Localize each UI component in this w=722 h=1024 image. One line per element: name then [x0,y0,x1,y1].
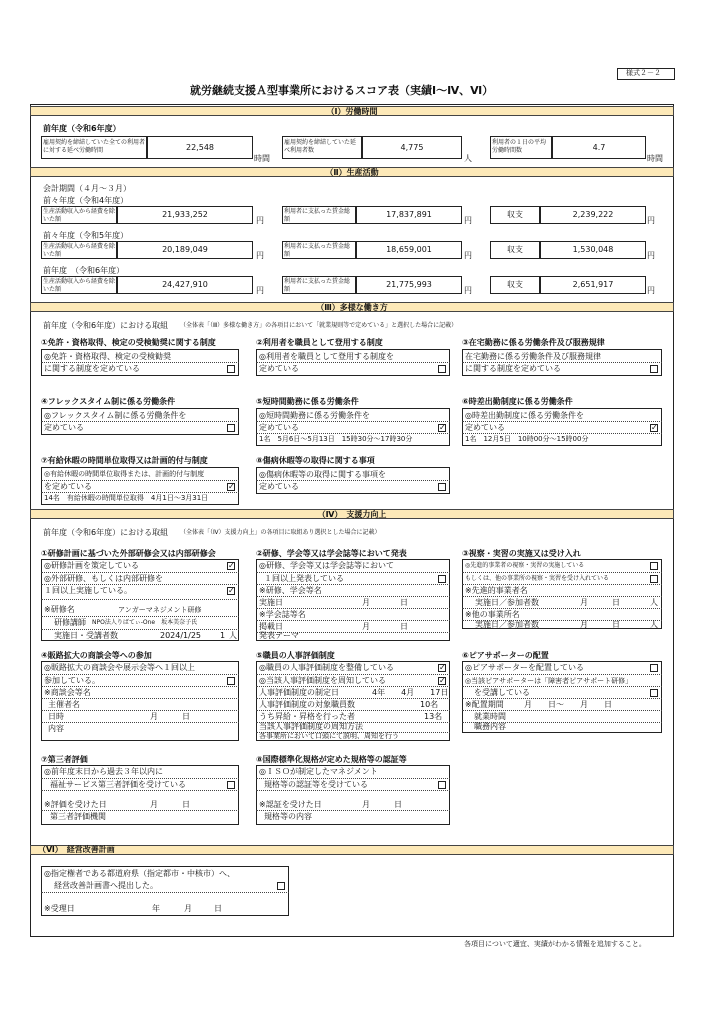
divider [462,608,662,609]
sec3-item4-checkbox[interactable] [227,424,235,432]
divider [256,362,450,363]
sec2-row1-wage-unit: 円 [464,216,472,225]
sec3-item3-l2: に関する制度を定めている [465,364,561,373]
sec3-item1-l2: に関する制度を定めている [44,364,140,373]
sec2-period: 会計期間（４月～３月） [43,184,131,193]
sec4-b5-v5: 13名 [424,712,443,721]
sec4-b5-checkbox2[interactable]: ✓ [439,676,446,685]
sec4-b2-title: ②研修、学会等又は学会誌等において発表 [256,549,407,558]
sec2-row1-income-unit: 円 [256,216,264,225]
sec1-avg-value-text: 4.7 [592,143,606,152]
sec2-row3-income-unit: 円 [256,286,264,295]
divider [462,710,662,711]
sec4-b4-day: 日 [182,712,190,721]
sec4-b6-checkbox2[interactable] [650,689,658,697]
sec4-b3-day1: 日 [612,598,620,607]
sec2-row1-balance-label-text: 収支 [507,210,523,219]
sec1-labor-value-text: 22,548 [186,143,214,152]
sec4-b2-day1: 日 [400,598,408,607]
sec3-item5-extra: 1名 5月6日～5月13日 15時30分～17時30分 [259,435,413,443]
sec4-b3-l4: 実施日／参加者数 [475,598,539,607]
sec4-b5-checkbox1[interactable]: ✓ [439,663,446,672]
sec4-b5-v3: 4年 4月 17日 [372,688,449,697]
sec4-b1-l6: 実施日・受講者数 [54,631,118,640]
divider [256,596,450,597]
sec2-row1-year: 前々年度（令和4年度） [43,196,129,205]
divider [41,710,239,711]
sec4-b4-checkbox[interactable] [227,677,235,685]
sec4-b5-v4: 10名 [420,700,439,709]
sec2-row2-balance-value-text: 1,530,048 [572,245,614,254]
divider [462,584,662,585]
sec4-b3-nin2: 人 [650,620,658,629]
sec3-item2-l1: ◎利用者を職員として登用する制度を [259,352,394,361]
sec4-b2-mon1: 月 [362,598,370,607]
sec4-intro: 前年度（令和6年度）における取組 [43,528,169,537]
sec3-note: （全体表「（Ⅲ）多様な働き方」の各項目において「就業規則等で定めている」と選択した場合に記載） [180,322,458,329]
form-number-text: 様式２－２ [626,69,661,77]
sec4-b3-nin1: 人 [650,598,658,607]
sec4-b2-l4: 実施日 [259,598,283,607]
divider [41,790,239,791]
sec3-item3-title: ③在宅勤務に係る労働条件及び服務規律 [462,338,605,347]
divider [41,492,239,493]
sec4-b3-mon2: 月 [580,620,588,629]
sec2-row2-income-value-text: 20,189,049 [162,245,208,254]
sec3-item2-checkbox[interactable] [438,365,446,373]
sec4-b7-l4: 第三者評価機関 [50,812,106,821]
sec4-b2-l1: ◎研修、学会等又は学会誌等において [259,561,394,570]
divider [41,810,239,811]
sec2-row1-income-value-text: 21,933,252 [162,210,208,219]
sec4-b2-l2: １回以上発表している [264,574,344,583]
sec3-item3-l1: 在宅勤務に係る労働条件及び服務規律 [465,352,601,361]
sec4-b7-day: 日 [182,800,190,809]
divider [256,698,450,699]
sec4-b5-l6: 当該人事評価制度の周知方法 [259,722,363,731]
sec4-b7-l2: 福祉サービス第三者評価を受けている [50,780,186,789]
sec4-b1-v4: アンガーマネジメント研修 [118,606,202,614]
sec2-row3-balance-value-text: 2,651,917 [572,280,614,289]
sec3-item8-checkbox[interactable] [438,483,446,491]
divider [462,572,662,573]
sec2-row3-income-value-text: 24,427,910 [162,280,208,289]
divider [41,892,289,893]
sec4-b6-l3: を受講している [474,688,530,697]
sec2-row2-wage-value-text: 18,659,001 [386,245,432,254]
sec1-avg-unit: 時間 [647,154,663,163]
sec3-item8-l2: 定めている [259,482,299,491]
sec4-b1-checkbox2[interactable]: ✓ [228,586,235,595]
sec4-b1-l1: ◎研修計画を策定している [44,561,139,570]
sec6-mon: 月 [184,904,192,913]
sec1-labor-unit: 時間 [254,154,270,163]
section-2-band: （Ⅱ）生産活動 [30,167,674,177]
sec3-item7-l2: を定めている [44,482,92,491]
divider [462,433,662,434]
section-4-band: （Ⅳ） 支援力向上 [30,509,674,519]
sec4-b8-mon: 月 [362,800,370,809]
sec3-item5-title: ⑤短時間勤務に係る労働条件 [256,397,359,406]
divider [462,674,662,675]
divider [41,616,239,617]
divider [41,698,239,699]
sec4-b4-l6: 内容 [48,724,64,733]
divider [256,674,450,675]
divider [256,480,450,481]
sec4-b1-l2: ◎外部研修、もしくは内部研修を [44,574,163,583]
sec6-l1: ◎指定権者である都道府県（指定都市・中核市）へ、 [44,869,235,878]
sec2-row1-wage-label-text: 利用者に支払った賃金総額 [284,208,351,223]
divider [256,778,450,779]
sec1-labor-label-text: 雇用契約を締結していた全ての利用者に対する延べ労働時間 [43,139,146,154]
sec4-b6-v4: 月 日～ 月 日 [524,700,612,709]
section-1-band: （Ⅰ）労働時間 [30,106,674,116]
divider [41,572,239,573]
sec4-b8-l4: 規格等の内容 [264,812,312,821]
sec4-b6-l2: ◎当該ピアサポーターは「障害者ピアサポート研修」 [465,677,633,685]
sec2-row2-balance-unit: 円 [647,251,655,260]
sec3-item6-l2: 定めている [465,423,505,432]
sec4-b2-l3: ※研修、学会等名 [259,586,322,595]
sec4-b5-l7: 各事業所において口頭にて説明、周知を行う [259,732,399,740]
divider [256,686,450,687]
sec3-item7-title: ⑦有給休暇の時間単位取得又は計画的付与制度 [41,456,208,465]
sec6-checkbox[interactable] [277,882,285,890]
sec3-item7-extra: 14名 有給休暇の時間単位取得 4月1日～3月31日 [44,494,209,502]
sec4-b5-l4: 人事評価制度の対象職員数 [259,700,355,709]
sec4-b6-l4: ※配置期間 [465,700,504,709]
sec6-l3: ※受理日 [44,904,75,913]
sec2-row2-wage-unit: 円 [464,251,472,260]
divider [256,421,450,422]
sec3-item1-title: ①免許・資格取得、検定の受検勧奨に関する制度 [41,338,216,347]
sec4-b7-l1: ◎前年度末日から過去３年以内に [44,767,163,776]
sec2-row1-balance-unit: 円 [647,216,655,225]
sec3-item5-l2: 定めている [259,423,299,432]
divider [41,722,239,723]
sec2-row1-wage-value-text: 17,837,891 [386,210,432,219]
sec2-row3-balance-unit: 円 [647,286,655,295]
sec4-b2-day2: 日 [400,622,408,631]
divider [462,596,662,597]
sec2-row2-wage-label-text: 利用者に支払った賃金総額 [284,243,351,258]
sec3-item6-checkbox[interactable]: ✓ [651,423,658,432]
sec4-b2-mon2: 月 [362,622,370,631]
divider [41,480,239,481]
sec4-b5-l2: ◎当該人事評価制度を周知している [259,676,386,685]
sec3-intro: 前年度（令和6年度）における取組 [43,321,169,330]
sec4-b3-title: ③視察・実習の実施又は受け入れ [462,549,581,558]
sec2-row3-wage-value-text: 21,775,993 [386,280,432,289]
sec4-b6-l6: 職務内容 [474,722,506,731]
sec4-b5-l5: うち昇給・昇格を行った者 [259,712,355,721]
divider [256,810,450,811]
section-6-band-text: （Ⅵ） 経営改善計画 [38,845,115,854]
sec3-item7-checkbox[interactable]: ✓ [228,482,235,491]
sec4-b3-checkbox2[interactable] [650,575,658,583]
sec4-b8-l2: 規格等の認証等を受けている [264,780,368,789]
divider [256,433,450,434]
sec4-b1-u6: 人 [229,631,237,640]
sec4-b7-title: ⑦第三者評価 [41,755,88,764]
sec4-b7-mon: 月 [150,800,158,809]
sec3-item6-title: ⑥時差出勤制度に係る労働条件 [462,397,573,406]
sec3-item8-l1: ◎傷病休暇等の取得に関する事項を [259,470,386,479]
sec4-b2-checkbox[interactable] [438,575,446,583]
divider [462,421,662,422]
sec3-item4-title: ④フレックスタイム制に係る労働条件 [41,397,176,406]
sec3-item8-title: ⑧傷病休暇等の取得に関する事項 [256,456,375,465]
sec2-row3-income-label-text: 生産活動収入から経費を除いた額 [43,278,116,293]
divider [41,584,239,585]
divider [41,629,239,630]
sec3-item1-l1: ◎免許・資格取得、検定の受検勧奨 [44,352,171,361]
sec4-note: （全体表「（Ⅳ）支援力向上」の各項目に取組あり選択とした場合に記載） [180,529,381,536]
sec4-b3-l5: ※他の事業所名 [465,610,520,619]
section-3-band: （Ⅲ）多様な働き方 [30,302,674,312]
sec4-b1-l3: １回以上実施している。 [44,586,132,595]
sec4-b1-v6: 2024/1/25 [160,631,202,640]
sec3-item6-l1: ◎時差出勤制度に係る労働条件を [465,411,584,420]
sec4-b3-l3: ※先進的事業者名 [465,586,528,595]
sec1-year: 前年度（令和6年度） [43,124,121,133]
divider [256,620,450,621]
footer-note: 各項目について適宜、実績がわかる情報を追加すること。 [464,940,646,948]
sec4-b2-l7: 発表テーマ [259,631,299,640]
sec3-item2-l2: 定めている [259,364,299,373]
divider [256,790,450,791]
sec4-b4-l1: ◎販路拡大の商談会や展示会等へ１回以上 [44,663,195,672]
divider [256,710,450,711]
sec2-row2-income-label-text: 生産活動収入から経費を除いた額 [43,243,116,258]
sec4-b3-l1: ◎先進的事業者の視察・実習の実施している [465,562,585,569]
sec4-b4-l4: 主催者名 [48,700,80,709]
sec4-b5-title: ⑤職員の人事評価制度 [256,651,335,660]
sec2-row1-income-label-text: 生産活動収入から経費を除いた額 [43,208,116,223]
section-6-band [30,845,674,855]
sec3-item5-checkbox[interactable]: ✓ [439,423,446,432]
sec4-b1-v6b: 1 [220,631,226,640]
sec4-b4-mon: 月 [150,712,158,721]
sec4-b8-day: 日 [394,800,402,809]
sec6-l2: 経営改善計画書へ提出した。 [54,881,158,890]
sec4-b3-mon1: 月 [580,598,588,607]
sec4-b3-l6: 実施日／参加者数 [475,620,539,629]
sec3-item4-l1: ◎フレックスタイム制に係る労働条件を [44,411,187,420]
sec3-item6-extra: 1名 12月5日 10時00分～15時00分 [465,435,589,443]
sec2-row1-balance-value-text: 2,239,222 [572,210,614,219]
sec4-b5-l1: ◎職員の人事評価制度を整備している [259,663,394,672]
sec2-row3-balance-label-text: 収支 [507,280,523,289]
sec2-row3-wage-unit: 円 [464,286,472,295]
sec4-b6-l5: 就業時間 [474,712,506,721]
sec4-b6-title: ⑥ピアサポーターの配置 [462,651,549,660]
divider [256,572,450,573]
sec4-b1-checkbox1[interactable]: ✓ [228,561,235,570]
sec4-b1-title: ①研修計画に基づいた外部研修会又は内部研修会 [41,549,216,558]
page-title: 就労継続支援Ａ型事業所におけるスコア表（実績Ⅰ～Ⅳ、Ⅵ） [190,84,494,97]
sec1-users-unit: 人 [464,154,472,163]
sec4-b2-l6: 掲載日 [259,622,283,631]
sec3-item3-checkbox[interactable] [650,365,658,373]
divider [462,362,662,363]
sec2-row2-balance-label-text: 収支 [507,245,523,254]
sec2-row2-income-unit: 円 [256,251,264,260]
sec2-row2-year: 前々年度（令和5年度） [43,231,129,240]
sec4-b3-day2: 日 [612,620,620,629]
sec2-row3-wage-label-text: 利用者に支払った賃金総額 [284,278,351,293]
divider [41,778,239,779]
sec4-b2-l5: ※学会誌等名 [259,610,306,619]
divider [462,698,662,699]
sec2-row3-year: 前年度 （令和6年度） [43,266,125,275]
sec6-year: 年 [152,904,160,913]
divider [41,421,239,422]
sec3-item5-l1: ◎短時間勤務に係る労働条件を [259,411,370,420]
sec4-b4-l3: ※商談会等名 [44,688,91,697]
sec4-b1-l5: 研修講師 [54,618,86,627]
divider [256,608,450,609]
divider [41,686,239,687]
divider [462,686,662,687]
sec4-b3-l2: もしくは、他の事業所の視察・実習を受け入れている [465,575,610,582]
sec4-b1-v5: NPO法人りばてぃ-One 坂本美奈子氏 [92,619,198,626]
sec1-users-value-text: 4,775 [400,143,424,152]
sec4-b7-checkbox[interactable] [227,781,235,789]
divider [41,674,239,675]
divider [41,362,239,363]
sec4-b5-l3: 人事評価制度の制定日 [259,688,339,697]
sec3-item4-l2: 定めている [44,423,84,432]
sec4-b6-checkbox1[interactable] [650,664,658,672]
sec1-users-label-text: 雇用契約を締結していた延べ利用者数 [284,139,357,154]
sec4-b4-l5: 日時 [48,712,64,721]
divider [256,584,450,585]
sec3-item1-checkbox[interactable] [227,365,235,373]
divider [41,599,239,600]
sec3-item7-l1: ◎有給休暇の時間単位取得または、計画的付与制度 [44,470,205,478]
sec4-b8-l3: ※認証を受けた日 [259,800,322,809]
sec4-b7-l3: ※評価を受けた日 [44,800,107,809]
sec6-day: 日 [214,904,222,913]
sec4-b3-checkbox1[interactable] [650,562,658,570]
sec1-avg-label-text: 利用者の１日の平均労働時間数 [492,139,547,154]
sec4-b4-l2: 参加している。 [44,676,100,685]
sec4-b8-checkbox[interactable] [438,781,446,789]
sec4-b1-l4: ※研修名 [44,605,75,614]
sec4-b4-title: ④販路拡大の商談会等への参加 [41,651,152,660]
sec3-item2-title: ②利用者を職員として登用する制度 [256,338,383,347]
sec4-b8-title: ⑧国際標準化規格が定めた規格等の認証等 [256,755,407,764]
sec4-b8-l1: ◎ＩＳＯが制定したマネジメント [259,767,378,776]
sec4-b6-l1: ◎ピアサポーターを配置している [465,663,584,672]
